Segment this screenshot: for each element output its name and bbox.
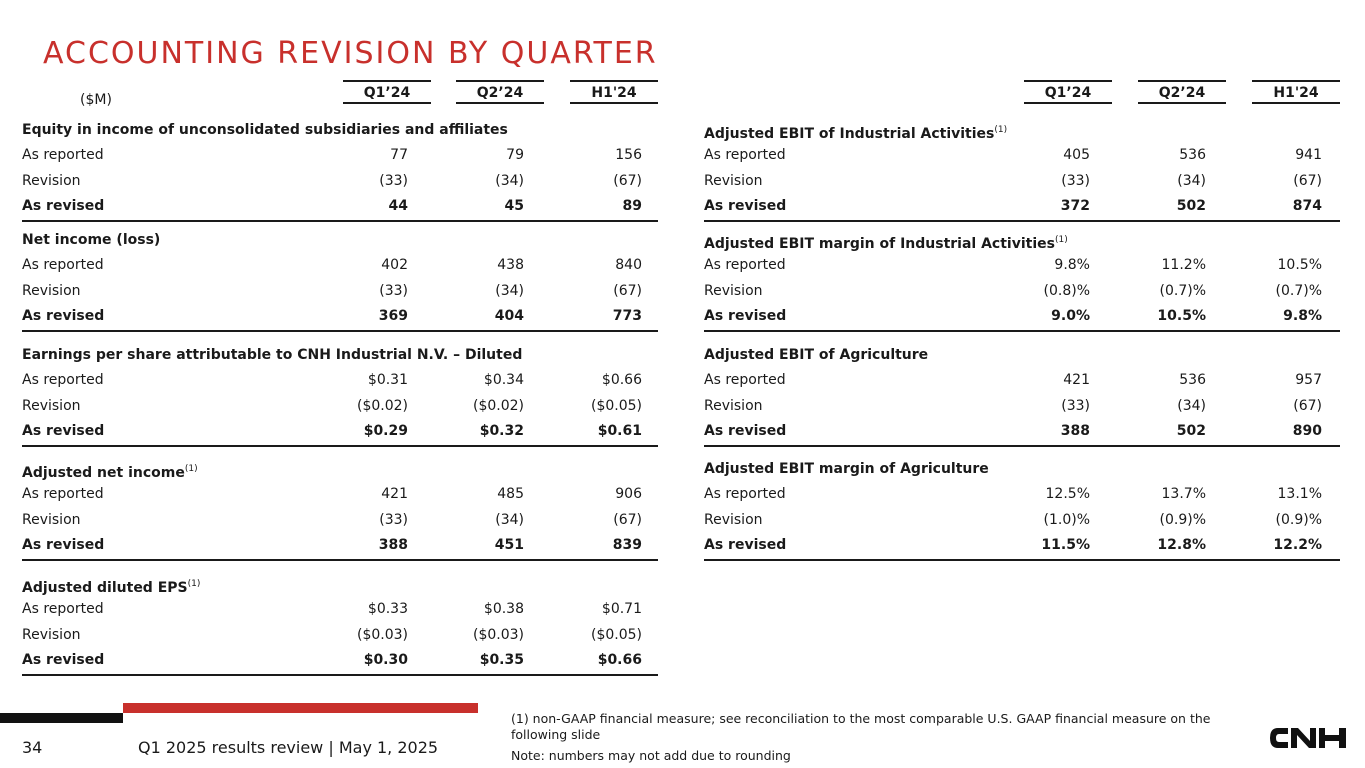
cell-value: (0.8)% xyxy=(1043,282,1090,299)
cell-value: $0.66 xyxy=(597,652,642,668)
cell-value: (0.9)% xyxy=(1275,511,1322,528)
cell-value: 369 xyxy=(378,308,408,324)
row-label: Revision xyxy=(22,397,81,414)
page-title: ACCOUNTING REVISION BY QUARTER xyxy=(43,36,658,71)
cell-value: 12.2% xyxy=(1273,537,1322,553)
row-label: As revised xyxy=(704,423,787,439)
cell-value: 388 xyxy=(1060,423,1090,439)
cell-value: (33) xyxy=(379,511,408,528)
cell-value: 890 xyxy=(1292,423,1322,439)
cell-value: (34) xyxy=(495,511,524,528)
cell-value: 45 xyxy=(504,198,524,214)
cell-value: 388 xyxy=(378,537,408,553)
cell-value: 502 xyxy=(1176,423,1206,439)
cell-value: (67) xyxy=(613,282,642,299)
cell-value: (34) xyxy=(495,282,524,299)
cell-value: $0.31 xyxy=(367,372,408,388)
section-left-0 xyxy=(22,118,658,222)
table-row xyxy=(704,194,1340,222)
section-header: Adjusted EBIT margin of Industrial Activities$^{(1)}$ xyxy=(704,235,1068,252)
cell-value: (0.7)% xyxy=(1275,282,1322,299)
cell-value: 89 xyxy=(622,198,642,214)
section-right-2 xyxy=(704,343,1340,447)
section-header: Adjusted EBIT of Industrial Activities$^{(1)}$ xyxy=(704,125,1008,142)
cell-value: 156 xyxy=(615,147,642,163)
row-label: As revised xyxy=(22,423,105,439)
cell-value: (33) xyxy=(1061,172,1090,189)
cell-value: 9.0% xyxy=(1051,308,1090,324)
section-left-2 xyxy=(22,343,658,447)
section-left-3 xyxy=(22,457,658,561)
row-label: As reported xyxy=(22,257,104,273)
cell-value: (67) xyxy=(1293,172,1322,189)
row-label: Revision xyxy=(22,511,81,528)
cell-value: 10.5% xyxy=(1277,257,1322,273)
section-right-0 xyxy=(704,118,1340,222)
cell-value: 536 xyxy=(1179,147,1206,163)
cell-value: $0.66 xyxy=(601,372,642,388)
row-label: As revised xyxy=(22,537,105,553)
section-header: Adjusted EBIT margin of Agriculture xyxy=(704,461,989,477)
cell-value: 404 xyxy=(494,308,524,324)
cell-value: ($0.02) xyxy=(356,397,408,414)
page-number: 34 xyxy=(22,738,43,757)
section-right-1 xyxy=(704,228,1340,332)
table-row xyxy=(704,169,1340,195)
footnote: (1) non-GAAP financial measure; see reconciliation to the most comparable U.S. GAAP financial measure on the following slide xyxy=(511,711,1211,742)
cell-value: $0.35 xyxy=(479,652,524,668)
cell-value: 372 xyxy=(1060,198,1090,214)
table-row xyxy=(22,419,658,447)
table-row xyxy=(704,419,1340,447)
table-row xyxy=(22,368,658,394)
rounding-note: Note: numbers may not add due to rounding xyxy=(511,748,791,763)
table-row xyxy=(704,143,1340,169)
row-label: Revision xyxy=(22,282,81,299)
cell-value: $0.38 xyxy=(483,601,524,617)
cell-value: $0.61 xyxy=(597,423,642,439)
cell-value: 9.8% xyxy=(1054,257,1090,273)
footer-bar-black xyxy=(0,713,123,723)
cell-value: 13.1% xyxy=(1277,486,1322,502)
unit-label: ($M) xyxy=(80,92,112,108)
cell-value: 906 xyxy=(615,486,642,502)
table-row xyxy=(22,533,658,561)
row-label: As revised xyxy=(22,198,105,214)
table-row xyxy=(22,648,658,676)
table-row xyxy=(22,253,658,279)
cell-value: $0.33 xyxy=(367,601,408,617)
cell-value: (67) xyxy=(613,511,642,528)
table-row xyxy=(22,394,658,420)
row-label: As reported xyxy=(22,486,104,502)
cell-value: 421 xyxy=(381,486,408,502)
cell-value: 77 xyxy=(390,147,408,163)
cell-value: (33) xyxy=(1061,397,1090,414)
row-label: Revision xyxy=(22,626,81,643)
cell-value: (1.0)% xyxy=(1043,511,1090,528)
cell-value: 451 xyxy=(494,537,524,553)
cell-value: ($0.02) xyxy=(472,397,524,414)
table-row xyxy=(704,508,1340,534)
row-label: As reported xyxy=(704,147,786,163)
section-header: Adjusted diluted EPS$^{(1)}$ xyxy=(22,579,201,596)
row-label: As reported xyxy=(22,601,104,617)
cell-value: 839 xyxy=(612,537,642,553)
cell-value: 405 xyxy=(1063,147,1090,163)
row-label: As revised xyxy=(704,198,787,214)
cell-value: $0.34 xyxy=(483,372,524,388)
table-row xyxy=(704,482,1340,508)
cnh-logo xyxy=(1266,724,1350,752)
cell-value: (0.9)% xyxy=(1159,511,1206,528)
row-label: Revision xyxy=(704,397,763,414)
footer-text: Q1 2025 results review | May 1, 2025 xyxy=(138,738,439,757)
cell-value: $0.30 xyxy=(363,652,408,668)
cell-value: ($0.05) xyxy=(590,397,642,414)
cell-value: 773 xyxy=(612,308,642,324)
left-col-header: Q1’24 xyxy=(343,80,431,104)
footnote-marker: (1) xyxy=(187,579,201,589)
cell-value: 957 xyxy=(1295,372,1322,388)
cell-value: $0.71 xyxy=(601,601,642,617)
cell-value: 874 xyxy=(1292,198,1322,214)
cell-value: ($0.03) xyxy=(472,626,524,643)
table-row xyxy=(704,253,1340,279)
row-label: As reported xyxy=(22,147,104,163)
cell-value: (33) xyxy=(379,282,408,299)
row-label: As reported xyxy=(22,372,104,388)
row-label: Revision xyxy=(22,172,81,189)
section-header: Equity in income of unconsolidated subsidiaries and affiliates xyxy=(22,122,508,138)
footnote-marker: (1) xyxy=(1054,235,1068,245)
right-col-header: Q1’24 xyxy=(1024,80,1112,104)
table-row xyxy=(704,533,1340,561)
cell-value: (33) xyxy=(379,172,408,189)
row-label: As revised xyxy=(704,308,787,324)
cell-value: 9.8% xyxy=(1283,308,1322,324)
cell-value: ($0.05) xyxy=(590,626,642,643)
table-row xyxy=(22,623,658,649)
right-col-header: H1'24 xyxy=(1252,80,1340,104)
table-row xyxy=(22,482,658,508)
cell-value: 502 xyxy=(1176,198,1206,214)
table-row xyxy=(22,508,658,534)
table-row xyxy=(22,169,658,195)
cell-value: 840 xyxy=(615,257,642,273)
footnote-marker: (1) xyxy=(994,125,1008,135)
cell-value: $0.32 xyxy=(479,423,524,439)
cell-value: (34) xyxy=(1177,397,1206,414)
table-row xyxy=(22,304,658,332)
cell-value: 11.2% xyxy=(1161,257,1206,273)
table-row xyxy=(704,304,1340,332)
cell-value: 13.7% xyxy=(1161,486,1206,502)
row-label: As reported xyxy=(704,486,786,502)
cell-value: 11.5% xyxy=(1041,537,1090,553)
row-label: Revision xyxy=(704,511,763,528)
cell-value: 12.5% xyxy=(1045,486,1090,502)
section-header: Earnings per share attributable to CNH Industrial N.V. – Diluted xyxy=(22,347,523,363)
cell-value: (67) xyxy=(1293,397,1322,414)
table-row xyxy=(22,143,658,169)
table-row xyxy=(704,368,1340,394)
cell-value: (0.7)% xyxy=(1159,282,1206,299)
table-row xyxy=(704,394,1340,420)
section-right-3 xyxy=(704,457,1340,561)
left-col-header: Q2’24 xyxy=(456,80,544,104)
table-row xyxy=(22,194,658,222)
section-header: Adjusted net income$^{(1)}$ xyxy=(22,464,198,481)
row-label: As revised xyxy=(704,537,787,553)
cell-value: (34) xyxy=(495,172,524,189)
section-left-4 xyxy=(22,572,658,676)
footer-bar-red xyxy=(123,703,478,713)
cell-value: 10.5% xyxy=(1157,308,1206,324)
row-label: Revision xyxy=(704,172,763,189)
row-label: As reported xyxy=(704,372,786,388)
cell-value: $0.29 xyxy=(363,423,408,439)
table-row xyxy=(22,597,658,623)
cell-value: 44 xyxy=(388,198,408,214)
cell-value: 438 xyxy=(497,257,524,273)
cell-value: ($0.03) xyxy=(356,626,408,643)
right-col-header: Q2’24 xyxy=(1138,80,1226,104)
cell-value: 485 xyxy=(497,486,524,502)
cell-value: 402 xyxy=(381,257,408,273)
footnote-marker: (1) xyxy=(184,464,198,474)
cell-value: 536 xyxy=(1179,372,1206,388)
table-row xyxy=(22,279,658,305)
row-label: As reported xyxy=(704,257,786,273)
cell-value: 12.8% xyxy=(1157,537,1206,553)
section-header: Net income (loss) xyxy=(22,232,161,248)
cell-value: 421 xyxy=(1063,372,1090,388)
section-header: Adjusted EBIT of Agriculture xyxy=(704,347,929,363)
row-label: As revised xyxy=(22,308,105,324)
section-left-1 xyxy=(22,228,658,332)
cell-value: (67) xyxy=(613,172,642,189)
row-label: As revised xyxy=(22,652,105,668)
left-col-header: H1'24 xyxy=(570,80,658,104)
cell-value: 79 xyxy=(506,147,524,163)
cell-value: (34) xyxy=(1177,172,1206,189)
row-label: Revision xyxy=(704,282,763,299)
cell-value: 941 xyxy=(1295,147,1322,163)
table-row xyxy=(704,279,1340,305)
